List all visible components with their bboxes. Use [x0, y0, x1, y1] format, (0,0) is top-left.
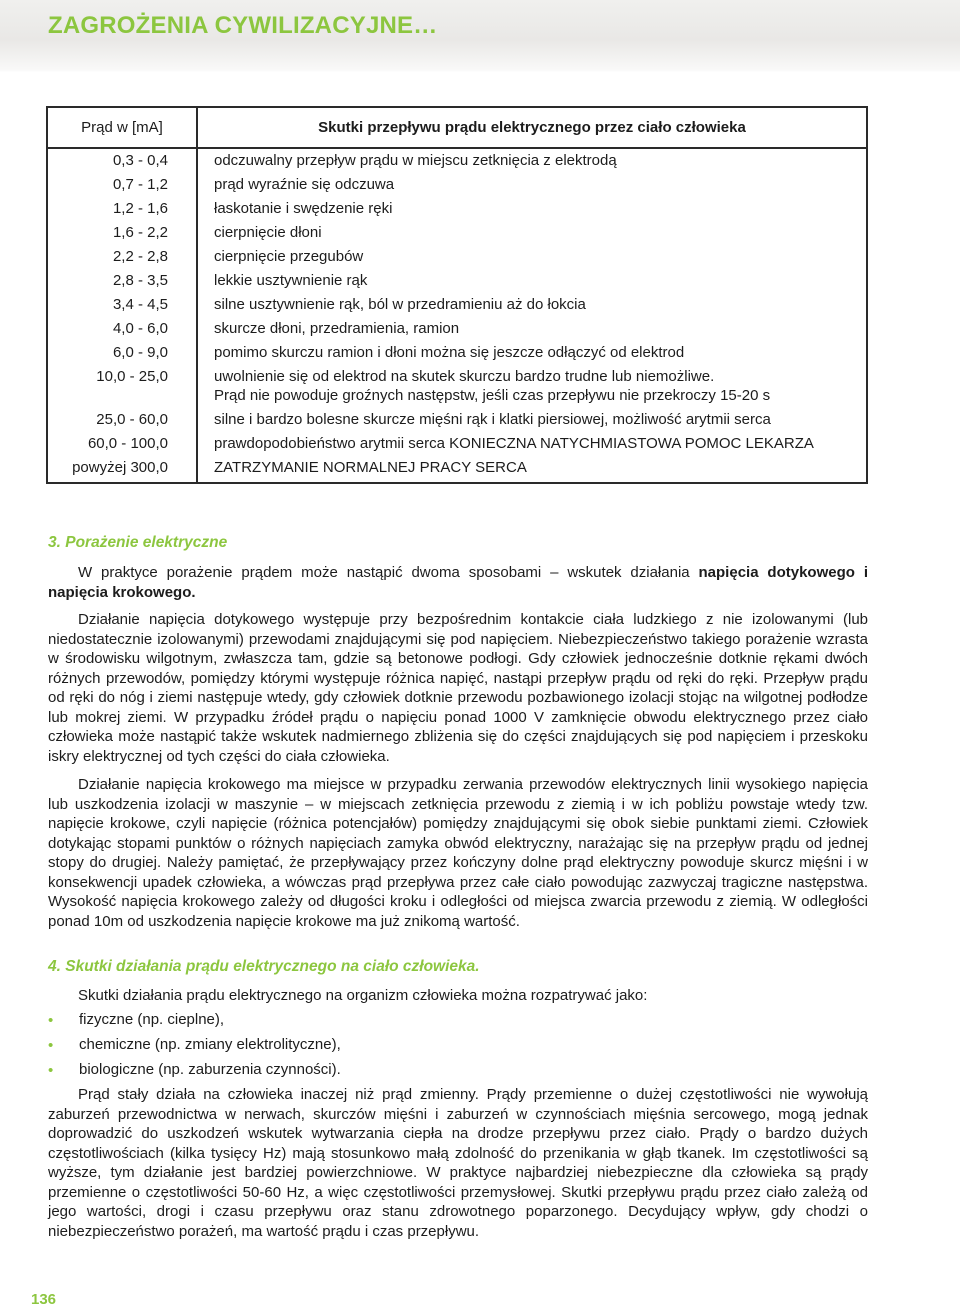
- effects-bullet-list: [48, 1011, 868, 1086]
- effect-description: prąd wyraźnie się odczuwa: [214, 176, 395, 193]
- current-range: 25,0 - 60,0: [96, 411, 168, 428]
- section-3-paragraph-2: [48, 775, 868, 931]
- current-range: 1,2 - 1,6: [112, 200, 168, 217]
- section-3-paragraph-1-text: Działanie napięcia dotykowego występuje przy bezpośrednim kontakcie ciała ludzkiego z nie izolowanymi (lub niedostatecznie izolowanymi) przewodami znajdującymi się pod napięciem. Niebezpieczeństwo takiego porażenie wzrasta w środowisku wilgotnym, zwłaszcza tam, gdzie są betonowe podłogi. Gdy człowiek jednocześnie dotknie rękami dwóch różnych przewodów, pomiędzy którymi występuje różnica napięć, nastąpi przepływ prądu od ręki do ręki. Przepływ prądu od ręki do nóg i ziemi następuje wtedy, gdy człowiek dotknie przewodu pozbawionego izolacji stojąc na wilgotnej podłodze lub mokrej ziemi. W przypadku źródeł prądu o napięciu ponad 1000 V zamknięcie obwodu elektrycznego przez ciało człowieka może nastąpić także wskutek nadmiernego zbliżenia się do części znajdujących się pod napięciem i przeskoku iskry elektrycznej od tych części do ciała człowieka.: [48, 611, 868, 765]
- table-header-current: Prąd w [mA]: [81, 119, 163, 136]
- current-range: 0,3 - 0,4: [112, 152, 168, 169]
- bullet-icon: •: [48, 1012, 54, 1029]
- section-4-intro-text: Skutki działania prądu elektrycznego na organizm człowieka można rozpatrywać jako:: [78, 987, 648, 1004]
- section-4-intro: [48, 986, 868, 1006]
- current-range: 60,0 - 100,0: [87, 435, 168, 452]
- effect-description: prawdopodobieństwo arytmii serca KONIECZNA NATYCHMIASTOWA POMOC LEKARZA: [214, 435, 814, 452]
- current-range: 0,7 - 1,2: [112, 176, 168, 193]
- effect-description: ZATRZYMANIE NORMALNEJ PRACY SERCA: [214, 459, 527, 476]
- bullet-icon: •: [48, 1037, 54, 1054]
- page-header-title: ZAGROŻENIA CYWILIZACYJNE…: [48, 12, 438, 39]
- effect-description: odczuwalny przepływ prądu w miejscu zetknięcia z elektrodą: [214, 152, 617, 169]
- section-4-paragraph-1-text: Prąd stały działa na człowieka inaczej niż prąd zmienny. Prądy przemienne o dużej częstotliwości nie wywołują zaburzeń przewodnictwa w nerwach, skurczów mięśni i zaburzeń w czynnościach mięśnia sercowego, mogą jednak doprowadzić do uszkodzeń wskutek wytwarzania ciepła na drodze przepływu przez ciało. Prądy o bardzo dużych częstotliwościach (kilka tysięcy Hz) mają stosunkowo małą zdolność do przenikania w głąb tkanek. Im częstotliwości są wyższe, tym działanie jest bardziej powierzchniowe. W praktyce najbardziej niebezpieczne dla człowieka są prądy przemienne o częstotliwości 50-60 Hz, a więc częstotliwości przemysłowej. Skutki przepływu prądu przez ciało zależą od jego wartości, drogi i czasu przepływu oraz stanu zdrowotnego poparzonego. Decydujący wpływ, gdy chodzi o niebezpieczeństwo porażeń, ma wartość prądu i czas przepływu.: [48, 1086, 868, 1240]
- current-range: 10,0 - 25,0: [96, 368, 168, 385]
- list-item: [48, 1061, 868, 1086]
- effect-description: łaskotanie i swędzenie ręki: [214, 200, 393, 217]
- current-range: 2,8 - 3,5: [112, 272, 168, 289]
- page-number: 136: [31, 1291, 57, 1308]
- effect-description: cierpnięcie przegubów: [214, 248, 364, 265]
- effect-description: silne i bardzo bolesne skurcze mięśni rąk i klatki piersiowej, możliwość arytmii serca: [214, 411, 771, 428]
- section-3-paragraph-2-text: Działanie napięcia krokowego ma miejsce w przypadku zerwania przewodów elektrycznych linii wysokiego napięcia lub uszkodzenia izolacji w maszynie – w miejscach zetknięcia przewodu z ziemią i w ich pobliżu powstaje wtedy tzw. napięcie krokowe, czyli napięcie (różnica potencjałów) pomiędzy znajdującymi się obok siebie punktami ziemi. Człowiek dotykając stopami punktów o różnych napięciach zamyka obwód elektryczny, narażając się na przepływ prądu od jednej stopy do drugiej. Należy pamiętać, że przepływający przez kończyny dolne prąd elektryczny powoduje skurcz mięśni i w konsekwencji upadek człowieka, a wówczas prąd przepływa przez całe ciało powodując zazwyczaj tragiczne następstwa. Wysokość napięcia krokowego zależy od długości kroku i odległości od miejsca zwarcia przewodu z ziemią. W odległości ponad 10m od uszkodzenia napięcie krokowe ma już znikomą wartość.: [48, 776, 868, 930]
- current-range: 3,4 - 4,5: [112, 296, 168, 313]
- list-item-text: biologiczne (np. zaburzenia czynności).: [79, 1061, 341, 1078]
- current-range: 2,2 - 2,8: [112, 248, 168, 265]
- bullet-icon: •: [48, 1062, 54, 1079]
- effect-description: cierpnięcie dłoni: [214, 224, 322, 241]
- effect-description: uwolnienie się od elektrod na skutek skurczu bardzo trudne lub niemożliwe.: [214, 368, 715, 385]
- section-3-intro-text: W praktyce porażenie prądem może nastąpić dwoma sposobami – wskutek działania: [78, 564, 699, 581]
- current-effects-table: [46, 106, 868, 484]
- table-header-effects: Skutki przepływu prądu elektrycznego przez ciało człowieka: [318, 119, 746, 136]
- current-range: 1,6 - 2,2: [112, 224, 168, 241]
- list-item-text: fizyczne (np. cieplne),: [79, 1011, 225, 1028]
- current-range: powyżej 300,0: [72, 459, 168, 476]
- effect-description-note: Prąd nie powoduje groźnych następstw, jeśli czas przepływu nie przekroczy 15-20 s: [214, 387, 771, 404]
- effect-description: pomimo skurczu ramion i dłoni można się jeszcze odłączyć od elektrod: [214, 344, 685, 361]
- section-4-paragraph-1: [48, 1085, 868, 1241]
- effect-description: skurcze dłoni, przedramienia, ramion: [214, 320, 460, 337]
- table-column-divider: [196, 108, 198, 482]
- section-3-paragraph-1: [48, 610, 868, 766]
- section-3-intro-bold: napięcia dotykowego i napięcia krokowego.: [48, 564, 868, 601]
- section-4-title: 4. Skutki działania prądu elektrycznego na ciało człowieka.: [48, 958, 480, 975]
- list-item: [48, 1011, 868, 1036]
- effect-description: lekkie usztywnienie rąk: [214, 272, 368, 289]
- list-item-text: chemiczne (np. zmiany elektrolityczne),: [79, 1036, 341, 1053]
- section-3-title: 3. Porażenie elektryczne: [48, 534, 228, 551]
- current-range: 6,0 - 9,0: [112, 344, 168, 361]
- table-header-divider: [48, 147, 866, 149]
- list-item: [48, 1036, 868, 1061]
- effect-description: silne usztywnienie rąk, ból w przedramieniu aż do łokcia: [214, 296, 586, 313]
- current-range: 4,0 - 6,0: [112, 320, 168, 337]
- section-3-intro: [48, 563, 868, 602]
